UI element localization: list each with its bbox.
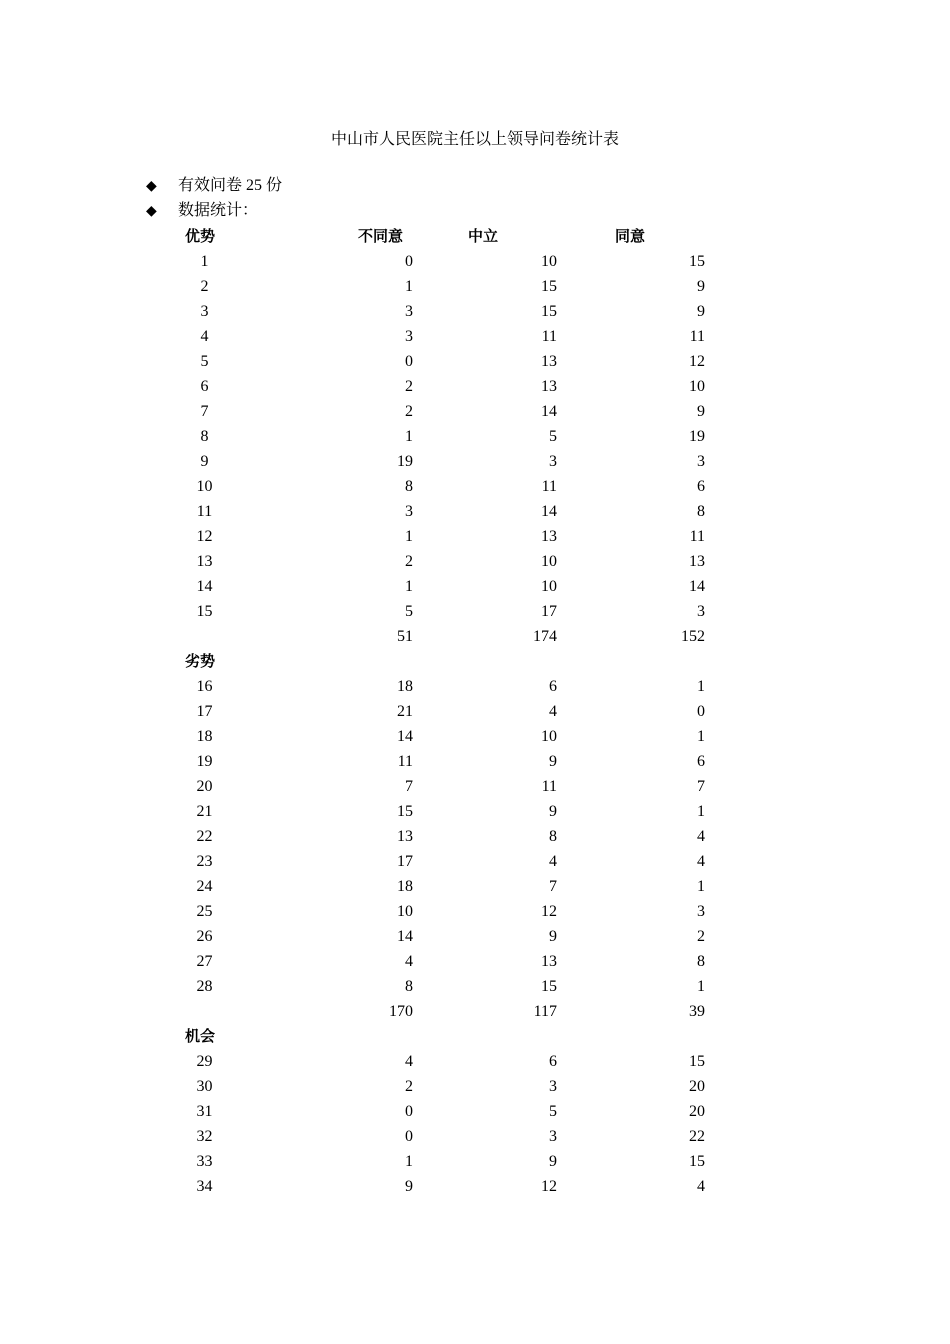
disagree-count: 5 bbox=[405, 603, 413, 620]
neutral-count: 9 bbox=[549, 753, 557, 770]
table-row bbox=[180, 549, 705, 574]
disagree-count: 7 bbox=[405, 778, 413, 795]
disagree-count: 1 bbox=[405, 428, 413, 445]
table-row bbox=[180, 524, 705, 549]
item-number: 11 bbox=[196, 503, 213, 520]
disagree-count: 0 bbox=[405, 1128, 413, 1145]
neutral-count: 13 bbox=[541, 353, 557, 370]
neutral-count: 9 bbox=[549, 928, 557, 945]
item-number: 16 bbox=[196, 678, 213, 695]
table-row bbox=[180, 974, 705, 999]
neutral-count: 14 bbox=[541, 503, 557, 520]
disagree-count: 1 bbox=[405, 278, 413, 295]
agree-count: 1 bbox=[697, 878, 705, 895]
total-agree: 39 bbox=[689, 1003, 705, 1020]
agree-count: 6 bbox=[697, 753, 705, 770]
table-row bbox=[180, 899, 705, 924]
table-row bbox=[180, 349, 705, 374]
neutral-count: 7 bbox=[549, 878, 557, 895]
agree-count: 20 bbox=[689, 1103, 705, 1120]
table-row bbox=[180, 499, 705, 524]
item-number: 32 bbox=[196, 1128, 213, 1145]
table-row bbox=[180, 474, 705, 499]
agree-count: 1 bbox=[697, 978, 705, 995]
disagree-count: 4 bbox=[405, 953, 413, 970]
bullet-text: 有效问卷 25 份 bbox=[178, 177, 283, 194]
section-label-row bbox=[180, 649, 705, 674]
totals-blank-cell bbox=[180, 999, 229, 1024]
item-number: 20 bbox=[196, 778, 213, 795]
table-row bbox=[180, 399, 705, 424]
table-row bbox=[180, 374, 705, 399]
table-row bbox=[180, 949, 705, 974]
neutral-count: 4 bbox=[549, 703, 557, 720]
disagree-count: 2 bbox=[405, 1078, 413, 1095]
agree-count: 9 bbox=[697, 403, 705, 420]
totals-row bbox=[180, 999, 705, 1024]
disagree-count: 18 bbox=[397, 878, 413, 895]
neutral-count: 3 bbox=[549, 1078, 557, 1095]
disagree-count: 15 bbox=[397, 803, 413, 820]
agree-count: 19 bbox=[689, 428, 705, 445]
item-number: 7 bbox=[200, 403, 209, 420]
neutral-count: 11 bbox=[541, 778, 557, 795]
table-row bbox=[180, 1049, 705, 1074]
diamond-bullet-icon: ◆ bbox=[146, 179, 157, 194]
item-number: 3 bbox=[200, 303, 209, 320]
agree-count: 12 bbox=[689, 353, 705, 370]
item-number: 5 bbox=[200, 353, 209, 370]
item-number: 28 bbox=[196, 978, 213, 995]
item-number: 25 bbox=[196, 903, 213, 920]
agree-count: 11 bbox=[689, 528, 705, 545]
disagree-count: 3 bbox=[405, 328, 413, 345]
neutral-count: 11 bbox=[541, 478, 557, 495]
disagree-count: 2 bbox=[405, 403, 413, 420]
disagree-count: 8 bbox=[405, 978, 413, 995]
table-row bbox=[180, 749, 705, 774]
table-row bbox=[180, 1124, 705, 1149]
disagree-count: 1 bbox=[405, 1153, 413, 1170]
neutral-count: 6 bbox=[549, 678, 557, 695]
item-number: 23 bbox=[196, 853, 213, 870]
table-row bbox=[180, 774, 705, 799]
neutral-count: 4 bbox=[549, 853, 557, 870]
agree-count: 8 bbox=[697, 503, 705, 520]
table-row bbox=[180, 799, 705, 824]
agree-count: 20 bbox=[689, 1078, 705, 1095]
table-row bbox=[180, 274, 705, 299]
item-number: 10 bbox=[196, 478, 213, 495]
disagree-count: 19 bbox=[397, 453, 413, 470]
item-number: 30 bbox=[196, 1078, 213, 1095]
item-number: 9 bbox=[200, 453, 209, 470]
agree-count: 14 bbox=[689, 578, 705, 595]
neutral-count: 9 bbox=[549, 1153, 557, 1170]
agree-count: 4 bbox=[697, 853, 705, 870]
neutral-count: 12 bbox=[541, 903, 557, 920]
agree-count: 2 bbox=[697, 928, 705, 945]
disagree-count: 21 bbox=[397, 703, 413, 720]
agree-count: 6 bbox=[697, 478, 705, 495]
table-row bbox=[180, 324, 705, 349]
item-number: 27 bbox=[196, 953, 213, 970]
agree-count: 15 bbox=[689, 1053, 705, 1070]
item-number: 14 bbox=[196, 578, 213, 595]
agree-count: 1 bbox=[697, 728, 705, 745]
neutral-count: 8 bbox=[549, 828, 557, 845]
table-row bbox=[180, 424, 705, 449]
table-row bbox=[180, 924, 705, 949]
neutral-count: 5 bbox=[549, 1103, 557, 1120]
total-disagree: 51 bbox=[397, 628, 413, 645]
table-row bbox=[180, 724, 705, 749]
neutral-count: 13 bbox=[541, 528, 557, 545]
disagree-count: 9 bbox=[405, 1178, 413, 1195]
agree-count: 15 bbox=[689, 1153, 705, 1170]
disagree-count: 10 bbox=[397, 903, 413, 920]
bullet-valid-count bbox=[146, 174, 282, 198]
neutral-count: 12 bbox=[541, 1178, 557, 1195]
agree-count: 22 bbox=[689, 1128, 705, 1145]
disagree-count: 1 bbox=[405, 578, 413, 595]
agree-count: 1 bbox=[697, 678, 705, 695]
item-number: 33 bbox=[196, 1153, 213, 1170]
agree-count: 9 bbox=[697, 278, 705, 295]
table-row bbox=[180, 1149, 705, 1174]
item-number: 1 bbox=[200, 253, 209, 270]
disagree-count: 17 bbox=[397, 853, 413, 870]
neutral-count: 10 bbox=[541, 728, 557, 745]
item-number: 22 bbox=[196, 828, 213, 845]
header-disagree: 不同意 bbox=[358, 227, 404, 245]
agree-count: 3 bbox=[697, 453, 705, 470]
document-title: 中山市人民医院主任以上领导问卷统计表 bbox=[330, 131, 619, 148]
table-row bbox=[180, 674, 705, 699]
disagree-count: 3 bbox=[405, 303, 413, 320]
item-number: 2 bbox=[200, 278, 209, 295]
neutral-count: 17 bbox=[541, 603, 557, 620]
bullet-data-stats bbox=[146, 199, 258, 223]
table-row bbox=[180, 1174, 705, 1199]
neutral-count: 3 bbox=[549, 1128, 557, 1145]
table-row bbox=[180, 874, 705, 899]
table-row bbox=[180, 1099, 705, 1124]
total-disagree: 170 bbox=[389, 1003, 413, 1020]
neutral-count: 14 bbox=[541, 403, 557, 420]
disagree-count: 1 bbox=[405, 528, 413, 545]
disagree-count: 3 bbox=[405, 503, 413, 520]
neutral-count: 6 bbox=[549, 1053, 557, 1070]
survey-stats-table bbox=[180, 224, 705, 1199]
neutral-count: 13 bbox=[541, 953, 557, 970]
section-label: 机会 bbox=[185, 1027, 216, 1045]
item-number: 17 bbox=[196, 703, 213, 720]
item-number: 6 bbox=[200, 378, 209, 395]
table-row bbox=[180, 574, 705, 599]
item-number: 8 bbox=[200, 428, 209, 445]
disagree-count: 13 bbox=[397, 828, 413, 845]
table-row bbox=[180, 249, 705, 274]
agree-count: 0 bbox=[697, 703, 705, 720]
agree-count: 15 bbox=[689, 253, 705, 270]
bullet-text: 数据统计： bbox=[178, 202, 259, 219]
item-number: 29 bbox=[196, 1053, 213, 1070]
section-label-row bbox=[180, 1024, 705, 1049]
header-section-label: 优势 bbox=[185, 227, 216, 245]
disagree-count: 2 bbox=[405, 378, 413, 395]
item-number: 18 bbox=[196, 728, 213, 745]
disagree-count: 11 bbox=[397, 753, 413, 770]
table-header-row bbox=[180, 224, 705, 249]
item-number: 4 bbox=[200, 328, 209, 345]
neutral-count: 9 bbox=[549, 803, 557, 820]
neutral-count: 15 bbox=[541, 278, 557, 295]
item-number: 34 bbox=[196, 1178, 213, 1195]
neutral-count: 15 bbox=[541, 303, 557, 320]
agree-count: 9 bbox=[697, 303, 705, 320]
item-number: 19 bbox=[196, 753, 213, 770]
total-agree: 152 bbox=[681, 628, 705, 645]
diamond-bullet-icon: ◆ bbox=[146, 204, 157, 219]
neutral-count: 13 bbox=[541, 378, 557, 395]
agree-count: 11 bbox=[689, 328, 705, 345]
neutral-count: 15 bbox=[541, 978, 557, 995]
total-neutral: 117 bbox=[533, 1003, 557, 1020]
agree-count: 8 bbox=[697, 953, 705, 970]
neutral-count: 5 bbox=[549, 428, 557, 445]
agree-count: 4 bbox=[697, 828, 705, 845]
agree-count: 3 bbox=[697, 903, 705, 920]
agree-count: 10 bbox=[689, 378, 705, 395]
disagree-count: 14 bbox=[397, 728, 413, 745]
item-number: 15 bbox=[196, 603, 213, 620]
header-neutral: 中立 bbox=[468, 227, 499, 245]
agree-count: 4 bbox=[697, 1178, 705, 1195]
table-row bbox=[180, 849, 705, 874]
table-row bbox=[180, 824, 705, 849]
table-row bbox=[180, 599, 705, 624]
totals-row bbox=[180, 624, 705, 649]
disagree-count: 0 bbox=[405, 253, 413, 270]
table-row bbox=[180, 299, 705, 324]
neutral-count: 10 bbox=[541, 253, 557, 270]
total-neutral: 174 bbox=[533, 628, 557, 645]
disagree-count: 14 bbox=[397, 928, 413, 945]
neutral-count: 10 bbox=[541, 553, 557, 570]
neutral-count: 10 bbox=[541, 578, 557, 595]
table-row bbox=[180, 699, 705, 724]
item-number: 24 bbox=[196, 878, 213, 895]
disagree-count: 8 bbox=[405, 478, 413, 495]
agree-count: 7 bbox=[697, 778, 705, 795]
item-number: 26 bbox=[196, 928, 213, 945]
item-number: 13 bbox=[196, 553, 213, 570]
header-agree: 同意 bbox=[615, 227, 646, 245]
neutral-count: 11 bbox=[541, 328, 557, 345]
disagree-count: 2 bbox=[405, 553, 413, 570]
item-number: 12 bbox=[196, 528, 213, 545]
agree-count: 1 bbox=[697, 803, 705, 820]
table-row bbox=[180, 449, 705, 474]
agree-count: 13 bbox=[689, 553, 705, 570]
disagree-count: 18 bbox=[397, 678, 413, 695]
totals-blank-cell bbox=[180, 624, 229, 649]
item-number: 21 bbox=[196, 803, 213, 820]
disagree-count: 4 bbox=[405, 1053, 413, 1070]
section-label: 劣势 bbox=[185, 652, 216, 670]
table-row bbox=[180, 1074, 705, 1099]
neutral-count: 3 bbox=[549, 453, 557, 470]
table-body bbox=[180, 224, 705, 1199]
item-number: 31 bbox=[196, 1103, 213, 1120]
disagree-count: 0 bbox=[405, 353, 413, 370]
agree-count: 3 bbox=[697, 603, 705, 620]
disagree-count: 0 bbox=[405, 1103, 413, 1120]
